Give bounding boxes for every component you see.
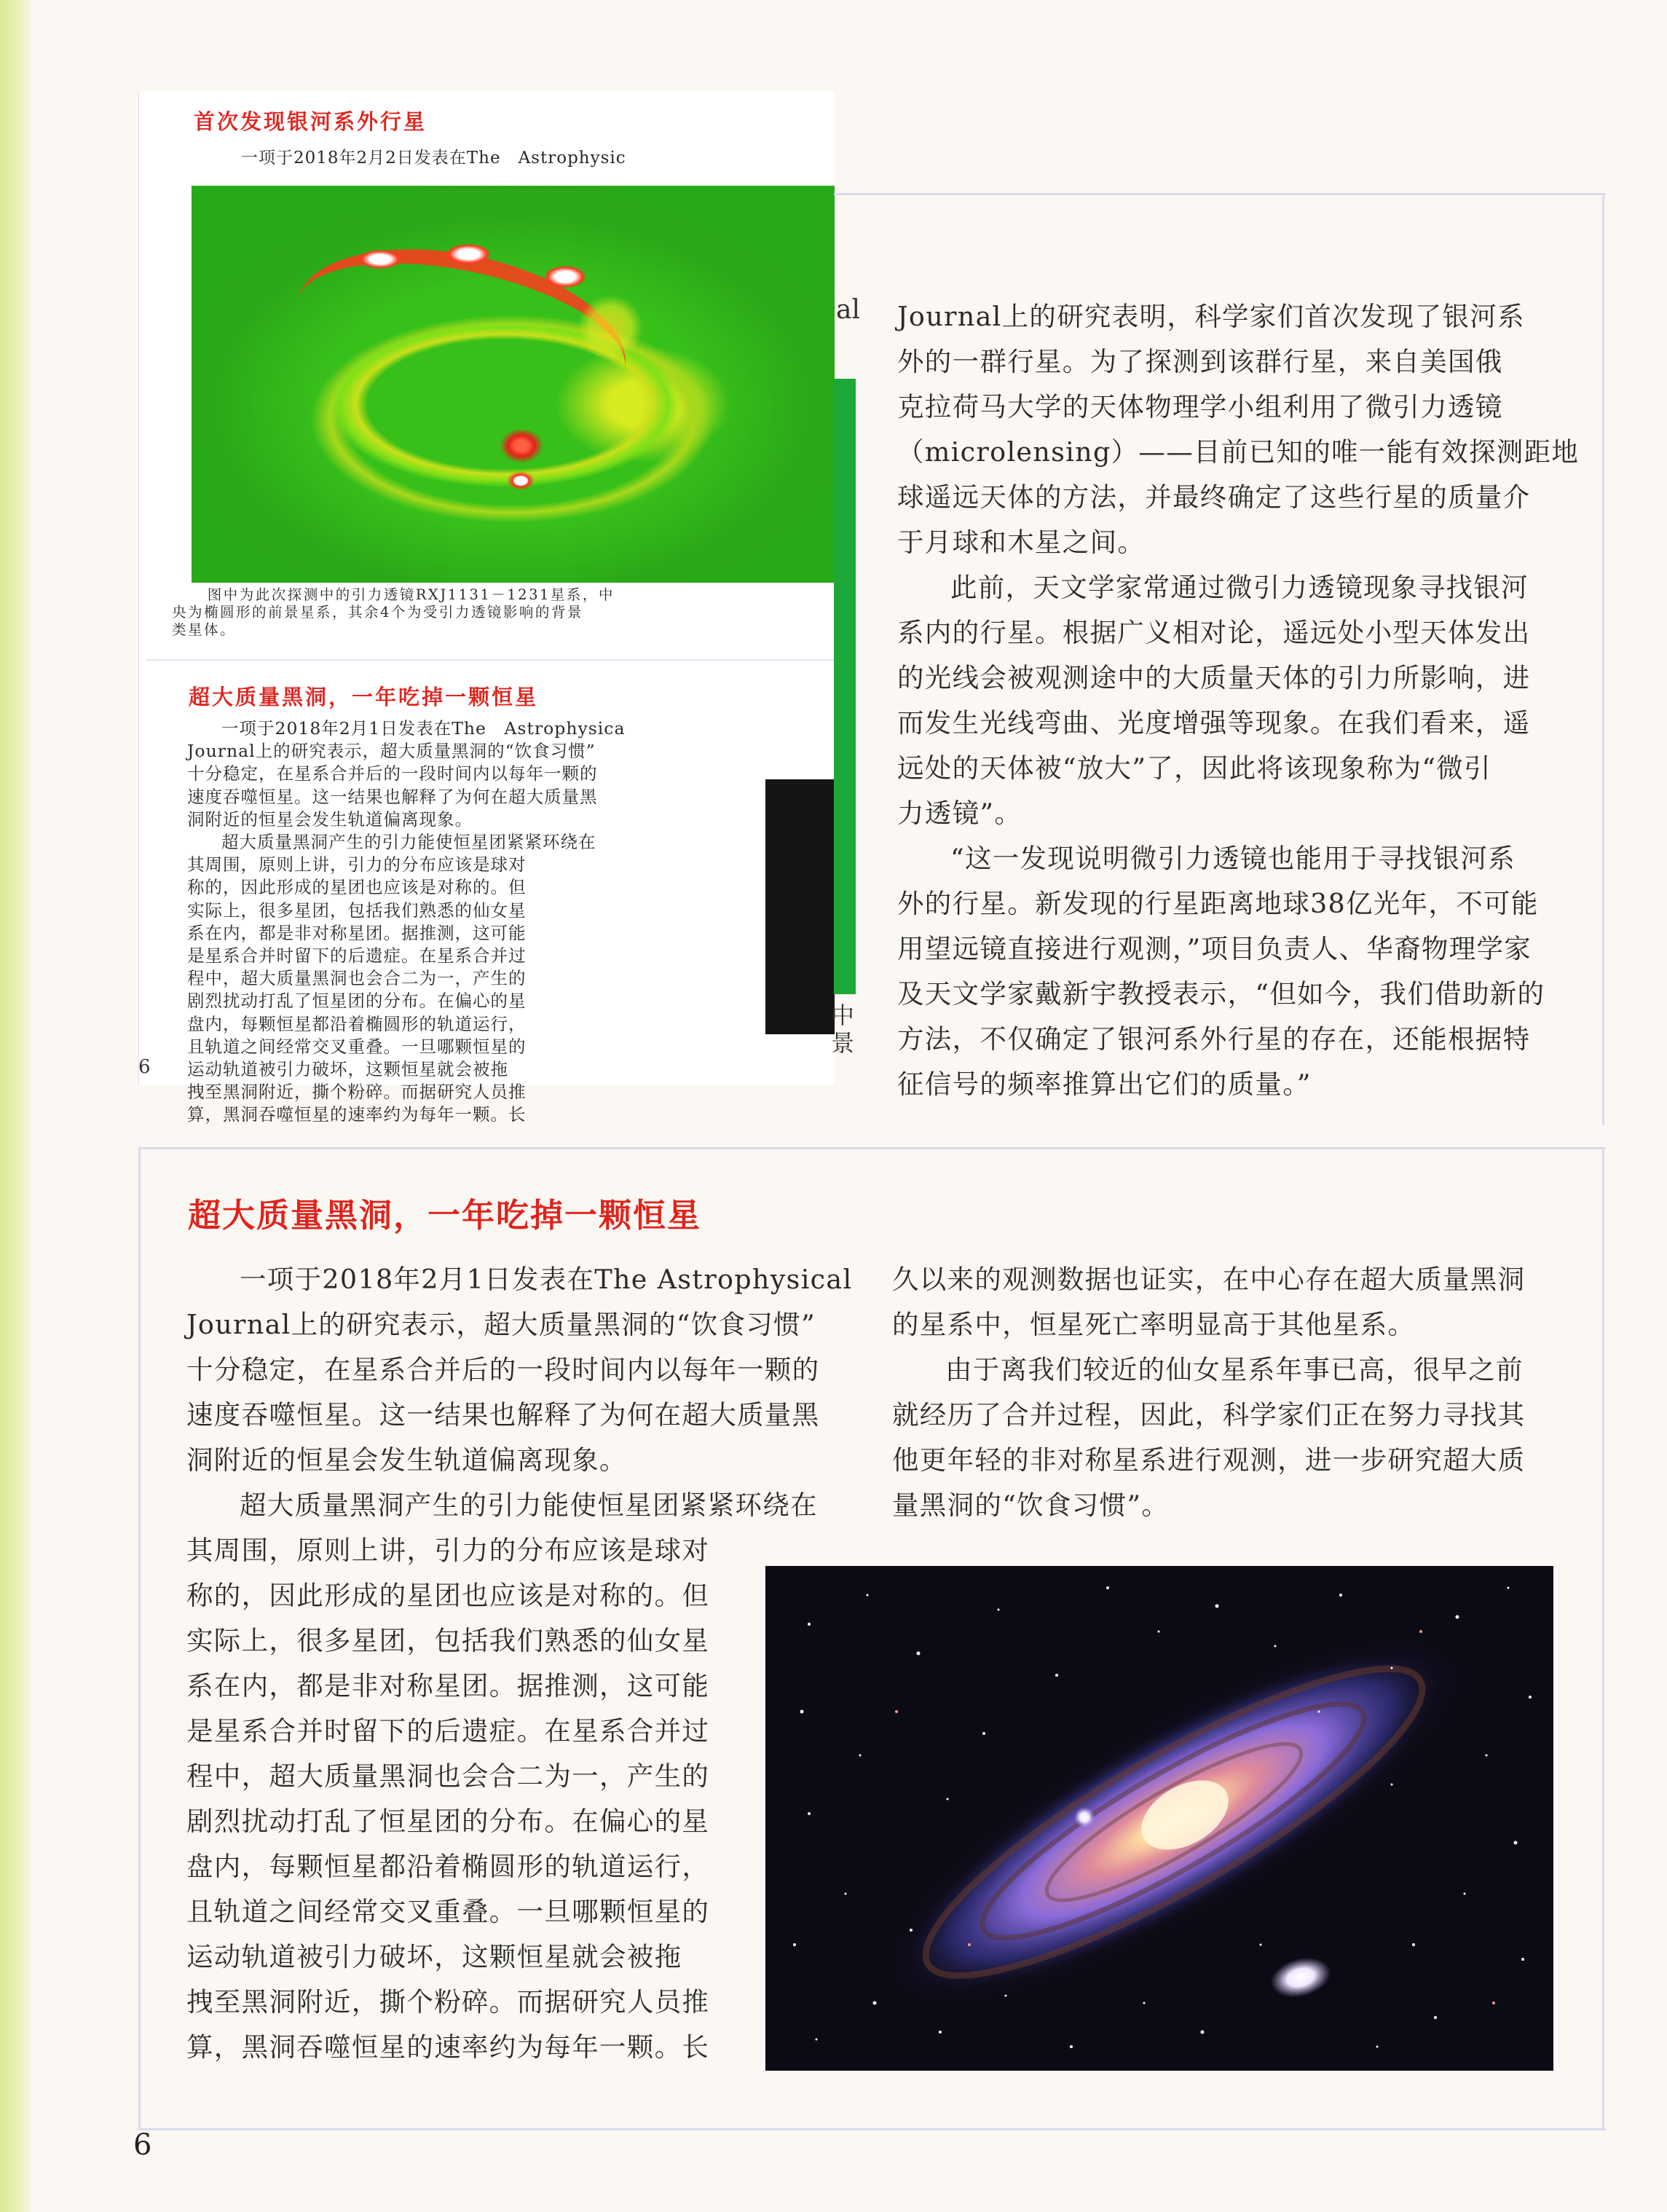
main-page-number: 6 [133, 2128, 152, 2162]
inset-edge-chars: 中 景 [831, 1001, 855, 1057]
inset-heading-2: 超大质量黑洞，一年吃掉一颗恒星 [189, 685, 539, 709]
lens-caption: 图中为此次探测中的引力透镜RXJ1131－1231星系，中 央为椭圆形的前景星系，其余4个为受引力透镜影响的背景 类星体。 [172, 586, 615, 638]
inset-green-strip [834, 379, 856, 994]
inset-scan [138, 91, 835, 1125]
inset-body: 一项于2018年2月1日发表在The Astrophysica Journal上的研究表示，超大质量黑洞的“饮食习惯” 十分稳定，在星系合并后的一段时间内以每年一颗的 速度吞噬恒星。这一结果也解释了为何在超大质量黑 洞附近的恒星会发生轨道偏离现象。 超大质量黑洞产生的引力能使恒星团紧紧环绕在 其周围，原则上讲，引力的分布应该是球对 称的，因此形成的星团也应该是对称的。但 实际上，很多星团，包括我们熟悉的仙女星 系在内，都是非对称星团。据推测，这可能 是星系合并时留下的后遗症。在星系合并过 程中，超大质量黑洞也会合二为一，产生的 剧烈扰动打乱了恒星团的分布。在偏心的星 盘内，每颗恒星都沿着椭圆形的轨道运行， 且轨道之间经常交叉重叠。一旦哪颗恒星的 运动轨道被引力破坏，这颗恒星就会被拖 拽至黑洞附近，撕个粉碎。而据研究人员推 算，黑洞吞噬恒星的速率约为每年一颗。长 [187, 718, 626, 1125]
inset-heading-1: 首次发现银河系外行星 [194, 109, 427, 134]
inset-fragment-al: al [836, 295, 860, 325]
main-right-column: 久以来的观测数据也证实，在中心存在超大质量黑洞 的星系中，恒星死亡率明显高于其他星系。 由于离我们较近的仙女星系年事已高，很早之前 就经历了合并过程，因此，科学家们正在努力寻找其 他更年轻的非对称星系进行观测，进一步研究超大质 量黑洞的“饮食习惯”。 [892, 1264, 1526, 1521]
inset-andromeda-thumb [765, 779, 835, 1034]
top-right-text: Journal上的研究表明，科学家们首次发现了银河系 外的一群行星。为了探测到该群行星，来自美国俄 克拉荷马大学的天体物理学小组利用了微引力透镜 （microlensing）——目前已知的唯一能有效探测距地 球遥远天体的方法，并最终确定了这些行星的质量介 于月球和木星之间。 此前，天文学家常通过微引力透镜现象寻找银河 系内的行星。根据广义相对论，遥远处小型天体发出 的光线会被观测途中的大质量天体的引力所影响，进 而发生光线弯曲、光度增强等现象。在我们看来，遥 远处的天体被“放大”了，因此将该现象称为“微引 力透镜”。 “这一发现说明微引力透镜也能用于寻找银河系 外的行星。新发现的行星距离地球38亿光年，不可能 用望远镜直接进行观测，”项目负责人、华裔物理学家 及天文学家戴新宇教授表示，“但如今，我们借助新的 方法，不仅确定了银河系外行星的存在，还能根据特 征信号的频率推算出它们的质量。” [897, 301, 1580, 1100]
inset-intro-line: 一项于2018年2月2日发表在The Astrophysic [241, 149, 626, 168]
main-left-rule [138, 1147, 141, 2130]
main-bottom-rule [138, 2128, 1606, 2130]
main-top-rule [138, 1147, 1606, 1149]
gravitational-lens-image [192, 186, 835, 583]
inset-page-number: 6 [138, 1056, 151, 1078]
page-edge-shadow [0, 0, 31, 2212]
main-right-rule [1602, 1147, 1604, 2130]
top-right-vertical-rule [1602, 193, 1604, 1125]
main-left-column: 一项于2018年2月1日发表在The Astrophysical Journal上的研究表示，超大质量黑洞的“饮食习惯” 十分稳定，在星系合并后的一段时间内以每年一颗的 速度吞噬恒星。这一结果也解释了为何在超大质量黑 洞附近的恒星会发生轨道偏离现象。 超大质量黑洞产生的引力能使恒星团紧紧环绕在 其周围，原则上讲，引力的分布应该是球对 称的，因此形成的星团也应该是对称的。但 实际上，很多星团，包括我们熟悉的仙女星 系在内，都是非对称星团。据推测，这可能 是星系合并时留下的后遗症。在星系合并过 程中，超大质量黑洞也会合二为一，产生的 剧烈扰动打乱了恒星团的分布。在偏心的星 盘内，每颗恒星都沿着椭圆形的轨道运行， 且轨道之间经常交叉重叠。一旦哪颗恒星的 运动轨道被引力破坏，这颗恒星就会被拖 拽至黑洞附近，撕个粉碎。而据研究人员推 算，黑洞吞噬恒星的速率约为每年一颗。长 [186, 1264, 853, 2063]
inset-divider [146, 659, 835, 661]
main-heading: 超大质量黑洞，一年吃掉一颗恒星 [188, 1196, 702, 1235]
andromeda-galaxy-image [765, 1566, 1553, 2071]
top-right-rule [834, 193, 1606, 195]
andromeda-galaxy-svg [765, 1566, 1553, 2071]
